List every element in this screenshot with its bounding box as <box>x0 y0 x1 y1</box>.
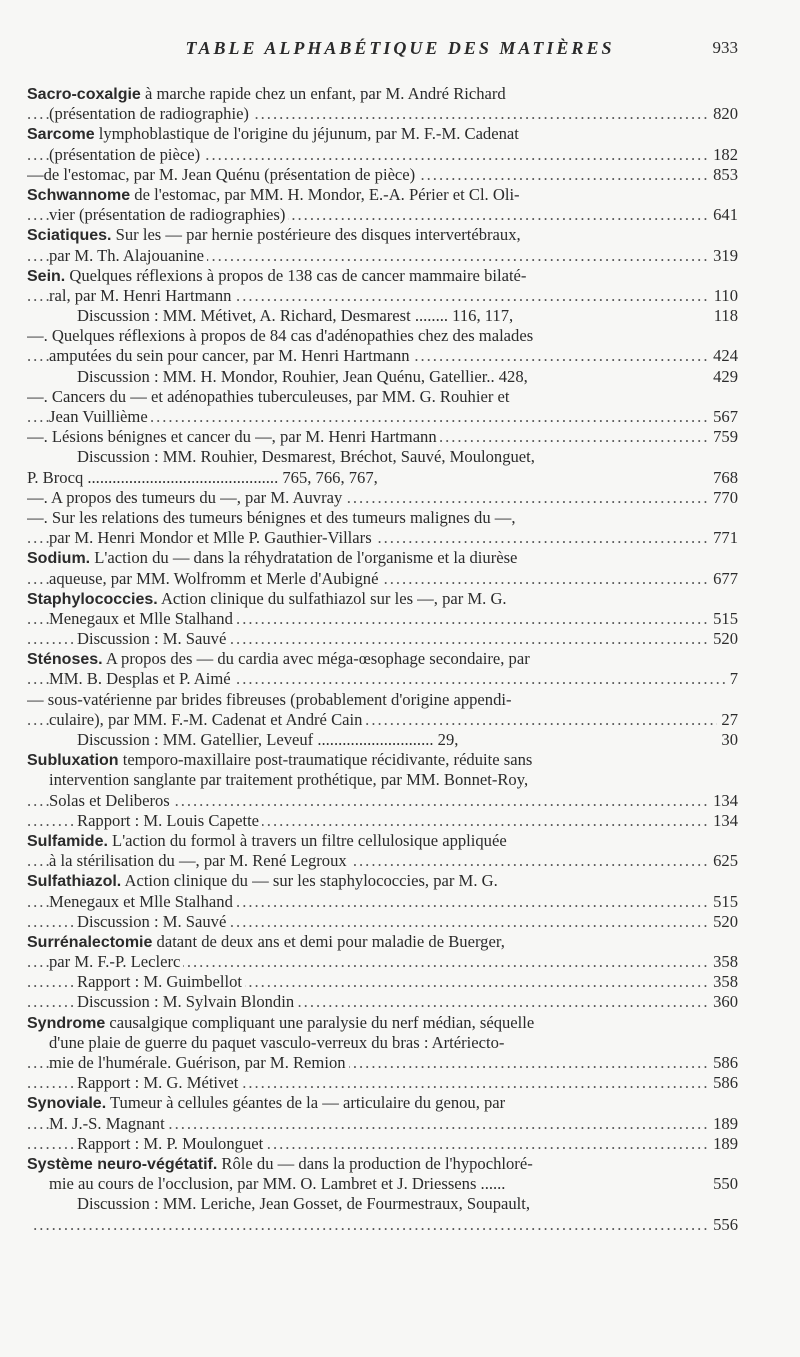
entry-text: Action clinique du sulfathiazol sur les —, par M. G. <box>157 588 507 608</box>
entry-text: Rapport : M. Guimbellot <box>77 972 243 992</box>
entry-keyword: Sulfamide. <box>27 832 108 850</box>
entry-text: Quelques réflexions à propos de 138 cas de cancer mammaire bilaté- <box>65 265 527 285</box>
entry-text: Solas et Deliberos <box>49 790 170 810</box>
entry-text: Action clinique du — sur les staphylococcies, par M. G. <box>121 871 498 891</box>
entry-text: Rapport : M. Louis Capette <box>77 810 260 830</box>
page-reference: 7 <box>726 669 738 689</box>
entry-keyword: Sulfathiazol. <box>27 873 122 891</box>
entry-line <box>27 690 738 710</box>
entry-line <box>27 246 738 266</box>
index-entry <box>27 589 738 650</box>
entry-line <box>27 992 738 1012</box>
index-entry <box>27 508 738 548</box>
entry-line <box>27 1114 738 1134</box>
page-reference: 134 <box>709 811 738 831</box>
entry-text: Menegaux et Mlle Stalhand <box>49 608 233 628</box>
entry-line <box>27 488 738 508</box>
page-reference: 586 <box>709 1053 738 1073</box>
page-reference: 360 <box>709 992 738 1012</box>
entry-line <box>27 871 738 891</box>
entry-keyword: Syndrome <box>27 1014 106 1032</box>
entry-keyword: Sein. <box>27 267 66 285</box>
entry-line <box>27 1093 738 1113</box>
entry-text: Rôle du — dans la production de l'hypochloré- <box>217 1153 533 1173</box>
entry-line <box>27 306 738 326</box>
page-reference: 520 <box>709 629 738 649</box>
page-reference: ..... 556 <box>709 1215 738 1235</box>
entry-line <box>27 1174 738 1194</box>
entry-text: Menegaux et Mlle Stalhand <box>49 891 233 911</box>
index-entry <box>27 871 738 932</box>
entry-keyword: Staphylococcies. <box>27 590 158 608</box>
entry-line <box>27 932 738 952</box>
page-reference: 515 <box>709 892 738 912</box>
page-reference: 429 <box>709 367 738 387</box>
entry-line <box>27 548 738 568</box>
entry-text: d'une plaie de guerre du paquet vasculo-verreux du bras : Artériecto- <box>49 1032 505 1052</box>
page-reference: 853 <box>709 165 738 185</box>
entry-text: par M. F.-P. Leclerc <box>49 952 181 972</box>
index-entry <box>27 165 738 185</box>
entry-keyword: Sciatiques. <box>27 227 112 245</box>
entry-line <box>27 1194 738 1214</box>
entry-line <box>27 1013 738 1033</box>
entry-text: P. Brocq .............................................. 765, 766, 767, <box>27 467 378 487</box>
index-entry <box>27 124 738 164</box>
page-reference: 118 <box>710 306 738 326</box>
page-reference: 520 <box>709 912 738 932</box>
entry-text: mie de l'humérale. Guérison, par M. Remion <box>49 1053 346 1072</box>
entry-text: Discussion : M. Sylvain Blondin <box>77 992 295 1012</box>
entry-text: —. Lésions bénignes et cancer du —, par M. Henri Hartmann <box>27 427 437 447</box>
entry-line <box>27 367 738 387</box>
page-reference: 567 <box>709 407 738 427</box>
page-reference: 820 <box>709 104 738 124</box>
entry-line <box>27 225 738 245</box>
entry-text: Discussion : M. Sauvé <box>77 629 227 649</box>
entry-text: A propos des — du cardia avec méga-œsophage secondaire, par <box>102 649 530 669</box>
entry-text: Jean Vuillième <box>49 407 148 426</box>
page-reference: 641 <box>709 205 738 225</box>
index-entry <box>27 1093 738 1154</box>
index-entry <box>27 427 738 488</box>
entry-text: de l'estomac, par MM. H. Mondor, E.-A. Périer et Cl. Oli- <box>130 184 520 204</box>
entry-line <box>27 569 738 589</box>
entry-text: MM. B. Desplas et P. Aimé <box>49 669 231 689</box>
entry-text: aqueuse, par MM. Wolfromm et Merle d'Aubigné <box>49 568 379 588</box>
entry-line <box>27 84 738 104</box>
page-reference: 319 <box>709 246 738 266</box>
page-reference: 759 <box>709 427 738 447</box>
entry-keyword: Sodium. <box>27 550 91 568</box>
page-reference: 770 <box>709 488 738 508</box>
page-reference: 515 <box>709 609 738 629</box>
entry-text: L'action du — dans la réhydratation de l'organisme et la diurèse <box>90 548 518 568</box>
entry-keyword: Surrénalectomie <box>27 933 153 951</box>
entry-line <box>27 145 738 165</box>
index-entry <box>27 488 738 508</box>
entry-text: Discussion : MM. Leriche, Jean Gosset, de Fourmestraux, Soupault, <box>77 1194 531 1214</box>
entry-text: Discussion : MM. Gatellier, Leveuf ............................ 29, <box>77 730 459 749</box>
entry-text: (présentation de radiographie) <box>49 104 249 124</box>
entry-text: à marche rapide chez un enfant, par M. André Richard <box>140 84 506 103</box>
entry-text: (présentation de pièce) <box>49 144 201 164</box>
page-reference: 110 <box>710 286 738 306</box>
entry-text: vier (présentation de radiographies) <box>49 205 286 225</box>
entry-text: temporo-maxillaire post-traumatique récidivante, réduite sans <box>118 750 533 770</box>
entry-line <box>27 851 738 871</box>
page-reference: 358 <box>709 952 738 972</box>
running-header <box>0 38 800 66</box>
entry-keyword: Sténoses. <box>27 651 103 669</box>
entry-text: Rapport : M. P. Moulonguet <box>77 1133 264 1153</box>
entry-text: Rapport : M. G. Métivet <box>77 1073 239 1093</box>
entry-text: Discussion : MM. H. Mondor, Rouhier, Jean Quénu, Gatellier.. 428, <box>77 366 528 386</box>
index-entry <box>27 831 738 871</box>
entry-text: par M. Th. Alajouanine <box>49 245 204 265</box>
entry-text: Tumeur à cellules géantes de la — articulaire du genou, par <box>106 1093 506 1113</box>
page-reference: 358 <box>709 972 738 992</box>
entry-keyword: Subluxation <box>27 752 119 770</box>
entry-text: mie au cours de l'occlusion, par MM. O. Lambret et J. Driessens ...... <box>49 1174 506 1194</box>
entry-text: causalgique compliquant une paralysie du nerf médian, séquelle <box>105 1012 535 1032</box>
index-list <box>27 84 738 1235</box>
page-reference: 550 <box>709 1174 738 1194</box>
index-entry <box>27 690 738 751</box>
entry-text: culaire), par MM. F.-M. Cadenat et André Cain <box>49 709 363 729</box>
index-entry <box>27 185 738 225</box>
entry-line <box>27 1154 738 1174</box>
entry-line <box>27 770 738 790</box>
page-reference: 189 <box>709 1134 738 1154</box>
entry-text: — sous-vatérienne par brides fibreuses (probablement d'origine appendi- <box>27 689 512 709</box>
entry-text: —. Cancers du — et adénopathies tuberculeuses, par MM. G. Rouhier et <box>27 386 510 406</box>
index-entry <box>27 548 738 588</box>
entry-line <box>27 427 738 447</box>
entry-line <box>27 447 738 467</box>
entry-line <box>27 972 738 992</box>
entry-line <box>27 407 738 427</box>
entry-line <box>27 1073 738 1093</box>
page-reference: 424 <box>709 346 738 366</box>
entry-line <box>27 326 738 346</box>
index-entry <box>27 1013 738 1094</box>
index-entry <box>27 387 738 427</box>
page-reference: 586 <box>709 1073 738 1093</box>
entry-line <box>27 508 738 528</box>
entry-text: amputées du sein pour cancer, par M. Henri Hartmann <box>49 346 410 366</box>
index-entry <box>27 266 738 327</box>
entry-text: datant de deux ans et demi pour maladie de Buerger, <box>152 931 505 951</box>
entry-line <box>27 124 738 144</box>
page-reference: 771 <box>709 528 738 548</box>
entry-keyword: Synoviale. <box>27 1095 107 1113</box>
page-reference: 768 <box>709 468 738 488</box>
entry-text: Discussion : M. Sauvé <box>77 911 227 931</box>
entry-line <box>27 730 738 750</box>
index-entry <box>27 750 738 831</box>
index-entry <box>27 326 738 387</box>
entry-text: ral, par M. Henri Hartmann <box>49 285 232 305</box>
page-reference: 677 <box>709 569 738 589</box>
entry-line <box>27 952 738 972</box>
entry-text: —de l'estomac, par M. Jean Quénu (présentation de pièce) <box>27 164 416 184</box>
page-reference: 189 <box>709 1114 738 1134</box>
entry-text: —. Sur les relations des tumeurs bénignes et des tumeurs malignes du —, <box>27 507 516 527</box>
entry-line <box>27 1215 738 1235</box>
entry-line <box>27 1134 738 1154</box>
index-entry <box>27 932 738 1013</box>
entry-line <box>27 629 738 649</box>
entry-line <box>27 710 738 730</box>
page-number: 933 <box>712 38 738 57</box>
page-reference: 27 <box>717 710 738 730</box>
entry-line <box>27 589 738 609</box>
index-entry <box>27 649 738 689</box>
page-reference: 625 <box>709 851 738 871</box>
index-entry <box>27 1154 738 1235</box>
entry-line <box>27 387 738 407</box>
entry-line <box>27 468 738 488</box>
entry-text: L'action du formol à travers un filtre cellulosique appliquée <box>107 830 507 850</box>
entry-text: Discussion : MM. Rouhier, Desmarest, Bréchot, Sauvé, Moulonguet, <box>77 447 535 467</box>
entry-keyword: Sacro-coxalgie <box>27 86 141 103</box>
entry-keyword: Sarcome <box>27 126 95 144</box>
index-entry <box>27 84 738 124</box>
entry-text: lymphoblastique de l'origine du jéjunum, par M. F.-M. Cadenat <box>94 124 519 144</box>
entry-line <box>27 750 738 770</box>
index-entry <box>27 225 738 265</box>
entry-line <box>27 669 738 689</box>
entry-line <box>27 609 738 629</box>
entry-line <box>27 165 738 185</box>
page-title: TABLE ALPHABÉTIQUE DES MATIÈRES <box>185 38 615 58</box>
entry-text: —. A propos des tumeurs du —, par M. Auvray <box>27 487 343 507</box>
entry-line <box>27 346 738 366</box>
entry-line <box>27 791 738 811</box>
page-reference: 134 <box>709 791 738 811</box>
entry-text: M. J.-S. Magnant <box>49 1113 165 1133</box>
page-reference: 30 <box>717 730 738 750</box>
entry-text: à la stérilisation du —, par M. René Legroux <box>49 851 347 871</box>
entry-text: Discussion : MM. Métivet, A. Richard, Desmarest ........ 116, 117, <box>77 306 514 326</box>
entry-keyword: Système neuro-végétatif. <box>27 1155 218 1173</box>
entry-line <box>27 892 738 912</box>
entry-line <box>27 528 738 548</box>
entry-line <box>27 649 738 669</box>
entry-line <box>27 185 738 205</box>
entry-line <box>27 205 738 225</box>
entry-text: Sur les — par hernie postérieure des disques intervertébraux, <box>111 225 521 245</box>
entry-text: intervention sanglante par traitement prothétique, par MM. Bonnet-Roy, <box>49 770 529 790</box>
entry-line <box>27 831 738 851</box>
entry-line <box>27 811 738 831</box>
entry-text: —. Quelques réflexions à propos de 84 cas d'adénopathies chez des malades <box>27 326 534 346</box>
entry-line <box>27 266 738 286</box>
entry-line <box>27 1033 738 1053</box>
entry-line <box>27 286 738 306</box>
entry-text: par M. Henri Mondor et Mlle P. Gauthier-Villars <box>49 528 372 548</box>
entry-keyword: Schwannome <box>27 186 131 204</box>
entry-line <box>27 912 738 932</box>
entry-line <box>27 1053 738 1073</box>
page-reference: 182 <box>709 145 738 165</box>
entry-line <box>27 104 738 124</box>
